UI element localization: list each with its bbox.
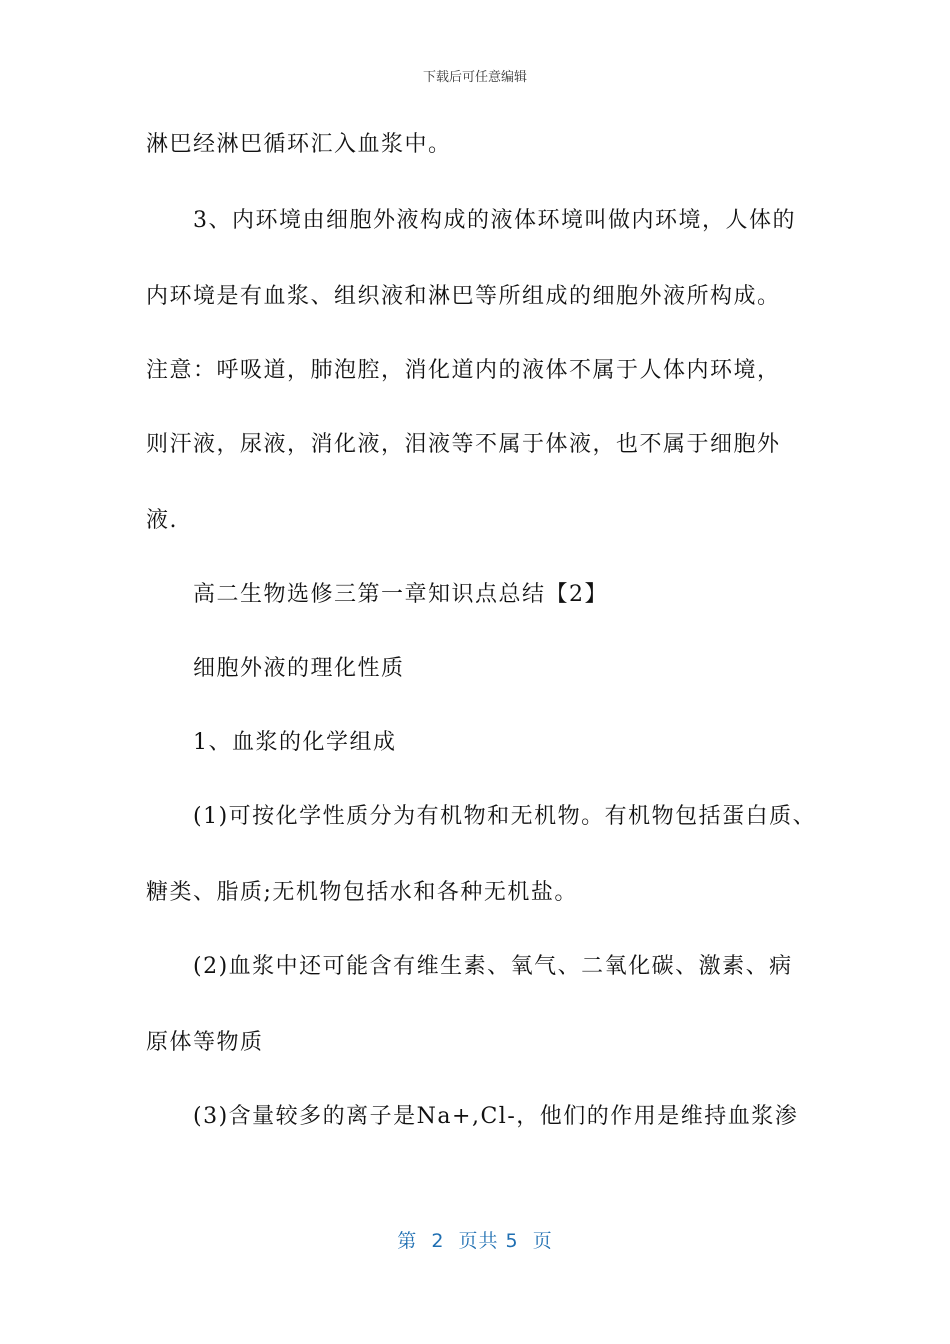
body-line: 则汗液，尿液，消化液，泪液等不属于体液，也不属于细胞外 [146, 432, 781, 457]
body-line: (2)血浆中还可能含有维生素、氧气、二氧化碳、激素、病 [193, 954, 793, 979]
body-line: 3、内环境由细胞外液构成的液体环境叫做内环境，人体的 [193, 208, 796, 233]
body-line: (1)可按化学性质分为有机物和无机物。有机物包括蛋白质、 [193, 804, 817, 829]
body-line: 液. [146, 508, 178, 533]
body-line: 1、血浆的化学组成 [193, 730, 397, 755]
subsection-heading: 细胞外液的理化性质 [193, 656, 405, 681]
body-line: 原体等物质 [146, 1030, 264, 1055]
body-line: 糖类、脂质;无机物包括水和各种无机盐。 [146, 880, 578, 905]
section-heading: 高二生物选修三第一章知识点总结【2】 [193, 582, 608, 607]
body-line: (3)含量较多的离子是Na+,Cl-，他们的作用是维持血浆渗 [193, 1104, 799, 1129]
body-line: 淋巴经淋巴循环汇入血浆中。 [146, 132, 452, 157]
body-line: 注意：呼吸道，肺泡腔，消化道内的液体不属于人体内环境， [146, 358, 781, 383]
body-line: 内环境是有血浆、组织液和淋巴等所组成的细胞外液所构成。 [146, 284, 781, 309]
page-header-note: 下载后可任意编辑 [422, 70, 527, 85]
page-number: 第 2 页共 5 页 [397, 1230, 553, 1252]
